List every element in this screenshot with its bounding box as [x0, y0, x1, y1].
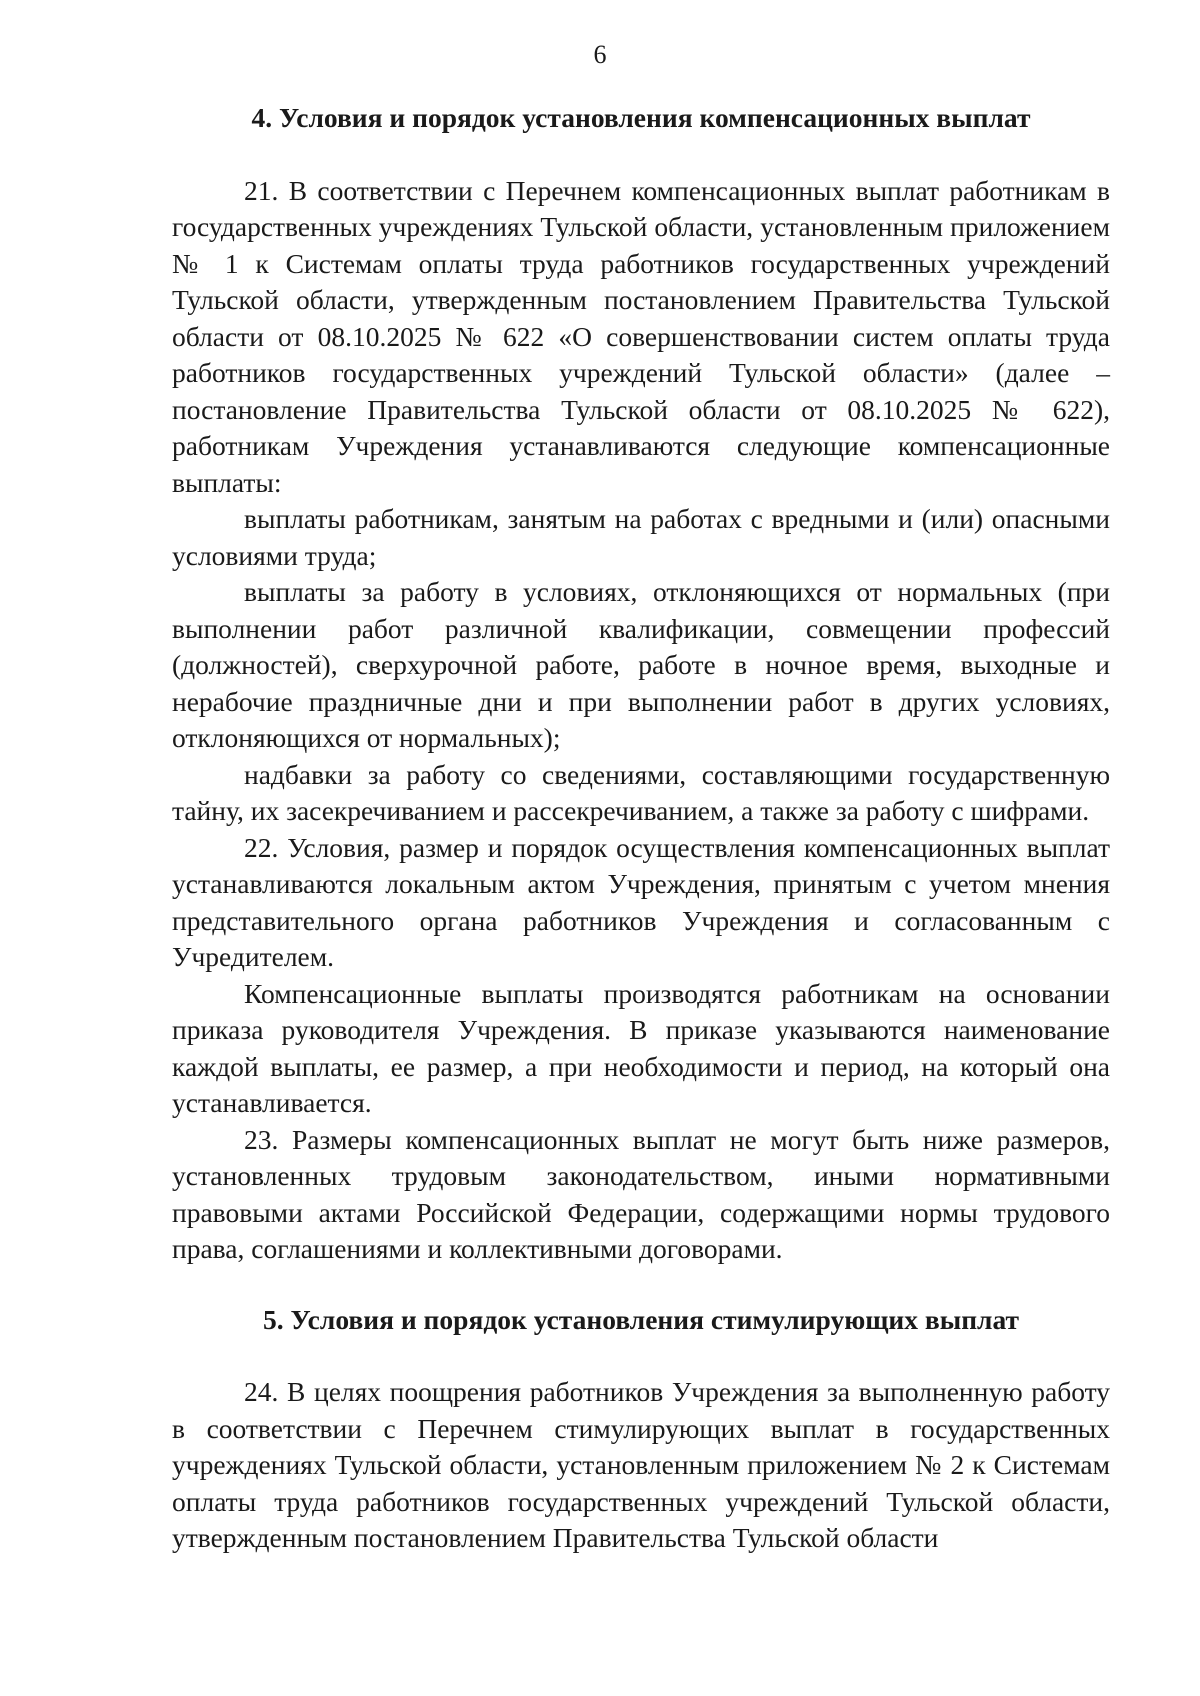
section-heading: 5. Условия и порядок установления стимулирующих выплат — [262, 1303, 1020, 1335]
paragraph-21: 21. В соответствии с Перечнем компенсационных выплат работникам в государственных учреждениях Тульской области, установленным приложением № 1 к Системам оплаты труда работников государственных учреждений Тульской области, утвержденным постановлением Правительства Тульской области от 08.10.2025 № 622 «О совершенствовании систем оплаты труда работников государственных учреждений Тульской области» (далее – постановление Правительства Тульской области от 08.10.2025 № 622), работникам Учреждения устанавливаются следующие компенсационные выплаты: — [172, 174, 1110, 498]
list-item-state-secret: надбавки за работу со сведениями, составляющими государственную тайну, их засекречиванием и рассекречиванием, а также за работу с шифрами. — [172, 758, 1110, 826]
section-compensation-payments — [172, 100, 1110, 1268]
list-item-harmful-conditions: выплаты работникам, занятым на работах с вредными и (или) опасными условиями труда; — [172, 503, 1110, 571]
section-incentive-payments — [172, 1302, 1110, 1557]
paragraph-order: Компенсационные выплаты производятся работникам на основании приказа руководителя Учреждения. В приказе указываются наименование каждой выплаты, ее размер, а при необходимости и период, на который она устанавливается. — [172, 977, 1110, 1118]
page-number: 6 — [593, 40, 607, 69]
list-item-abnormal-conditions: выплаты за работу в условиях, отклоняющихся от нормальных (при выполнении работ различной квалификации, совмещении профессий (должностей), сверхурочной работе, работе в ночное время, выходные и нерабочие праздничные дни и при выполнении работ в других условиях, отклоняющихся от нормальных); — [172, 576, 1110, 753]
paragraph-24: 24. В целях поощрения работников Учреждения за выполненную работу в соответствии с Перечнем стимулирующих выплат в государственных учреждениях Тульской области, установленным приложением № 2 к Системам оплаты труда работников государственных учреждений Тульской области, утвержденным постановлением Правительства Тульской области — [172, 1376, 1110, 1553]
paragraph-23: 23. Размеры компенсационных выплат не могут быть ниже размеров, установленных трудовым законодательством, иными нормативными правовыми актами Российской Федерации, содержащими нормы трудового права, соглашениями и коллективными договорами. — [172, 1123, 1110, 1264]
paragraph-22: 22. Условия, размер и порядок осуществления компенсационных выплат устанавливаются локальным актом Учреждения, принятым с учетом мнения представительного органа работников Учреждения и согласованным с Учредителем. — [172, 831, 1110, 972]
document-body — [172, 100, 1110, 1557]
section-heading: 4. Условия и порядок установления компенсационных выплат — [251, 102, 1031, 133]
